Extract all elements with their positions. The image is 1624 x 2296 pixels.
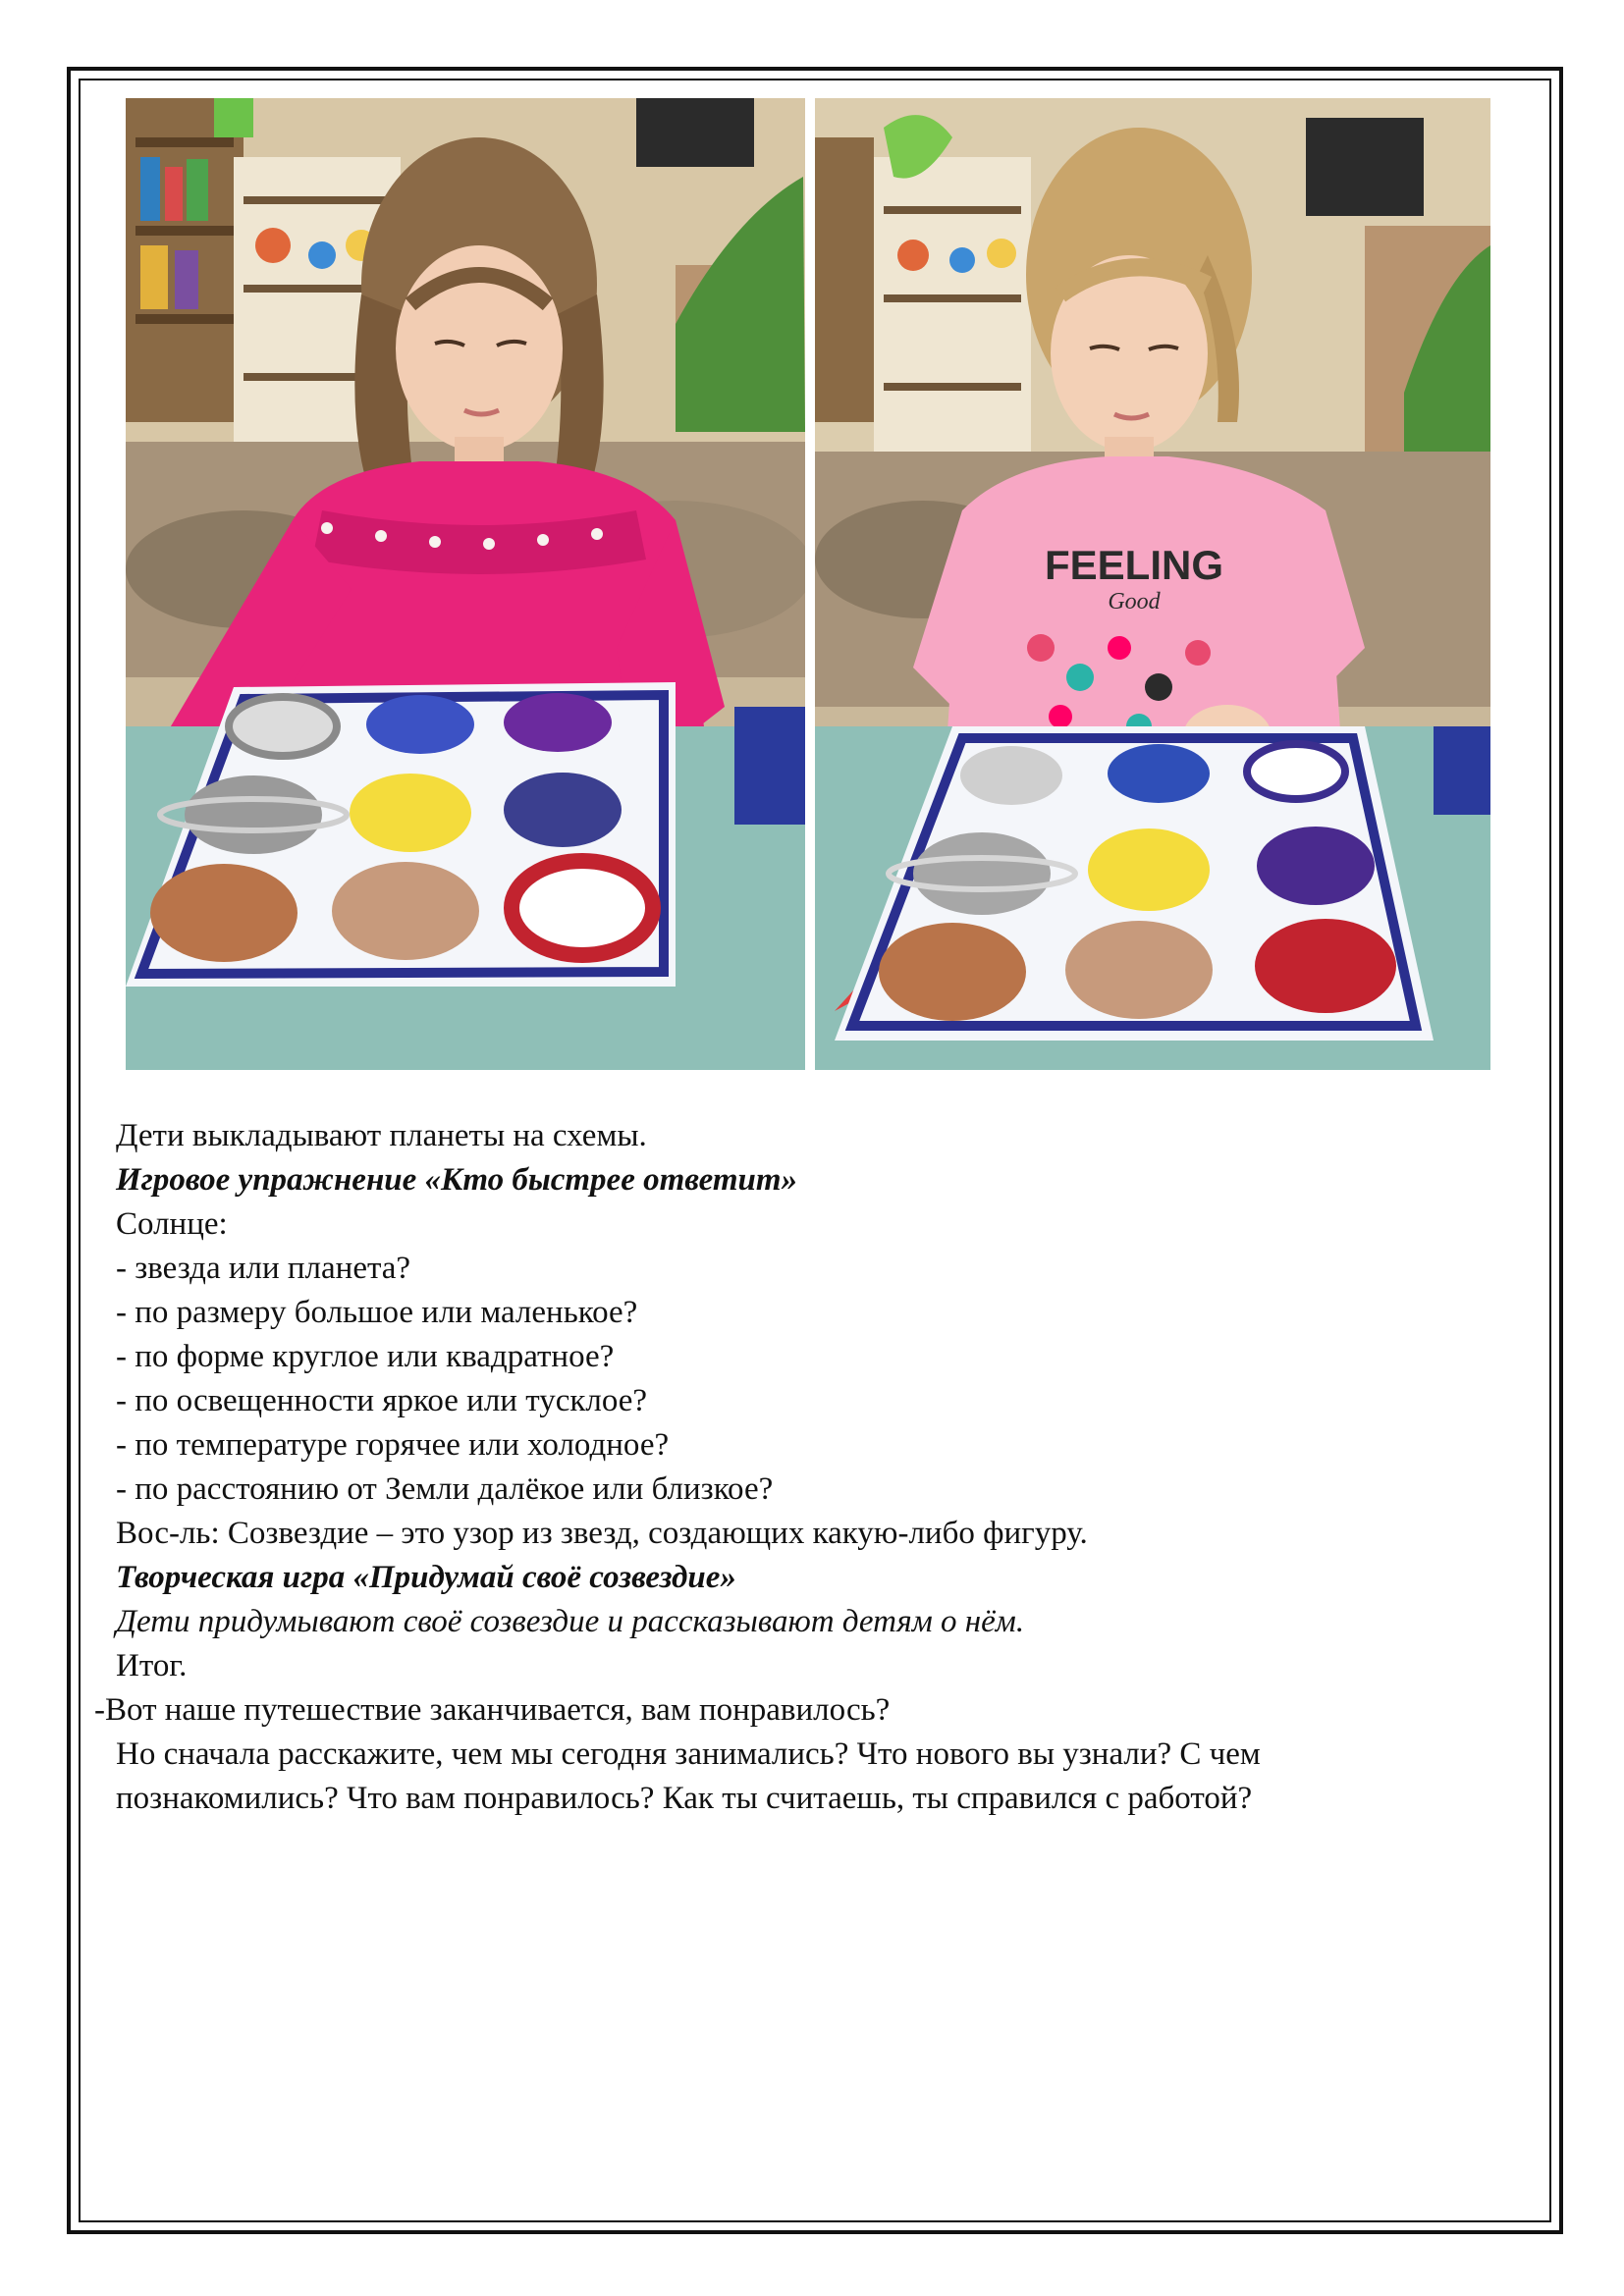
text-closing: -Вот наше путешествие заканчивается, вам понравилось? xyxy=(94,1692,891,1728)
question-5: - по температуре горячее или холодное? xyxy=(116,1427,670,1463)
question-3: - по форме круглое или квадратное? xyxy=(116,1339,615,1374)
photo-girl-feeling-good-tshirt-planet-board-icon xyxy=(815,98,1490,1070)
photo-girl-pink-sweater-planet-board-icon xyxy=(126,98,805,1070)
text-teacher-constellation: Вос-ль: Созвездие – это узор из звезд, создающих какую-либо фигуру. xyxy=(116,1516,1088,1551)
heading-creative-game: Творческая игра «Придумай своё созвездие» xyxy=(116,1560,736,1595)
photo-left xyxy=(126,98,805,1070)
photo-right xyxy=(815,98,1490,1070)
text-sun: Солнце: xyxy=(116,1206,228,1242)
text-creative-description: Дети придумывают своё созвездие и рассказывают детям о нём. xyxy=(116,1604,1025,1639)
text-final-2: познакомились? Что вам понравилось? Как ты считаешь, ты справился с работой? xyxy=(116,1781,1253,1816)
body-text xyxy=(94,1114,1510,1821)
question-4: - по освещенности яркое или тусклое? xyxy=(116,1383,648,1418)
heading-quick-answer: Игровое упражнение «Кто быстрее ответит» xyxy=(116,1162,798,1198)
question-2: - по размеру большое или маленькое? xyxy=(116,1295,638,1330)
shirt-text-feeling: FEELING xyxy=(1044,542,1224,588)
shirt-text-good: Good xyxy=(1108,589,1161,614)
text-final-1: Но сначала расскажите, чем мы сегодня занимались? Что нового вы узнали? С чем xyxy=(116,1736,1261,1772)
question-1: - звезда или планета? xyxy=(116,1251,411,1286)
question-6: - по расстоянию от Земли далёкое или близкое? xyxy=(116,1471,774,1507)
text-line-layout: Дети выкладывают планеты на схемы. xyxy=(116,1118,647,1153)
text-result: Итог. xyxy=(116,1648,188,1683)
